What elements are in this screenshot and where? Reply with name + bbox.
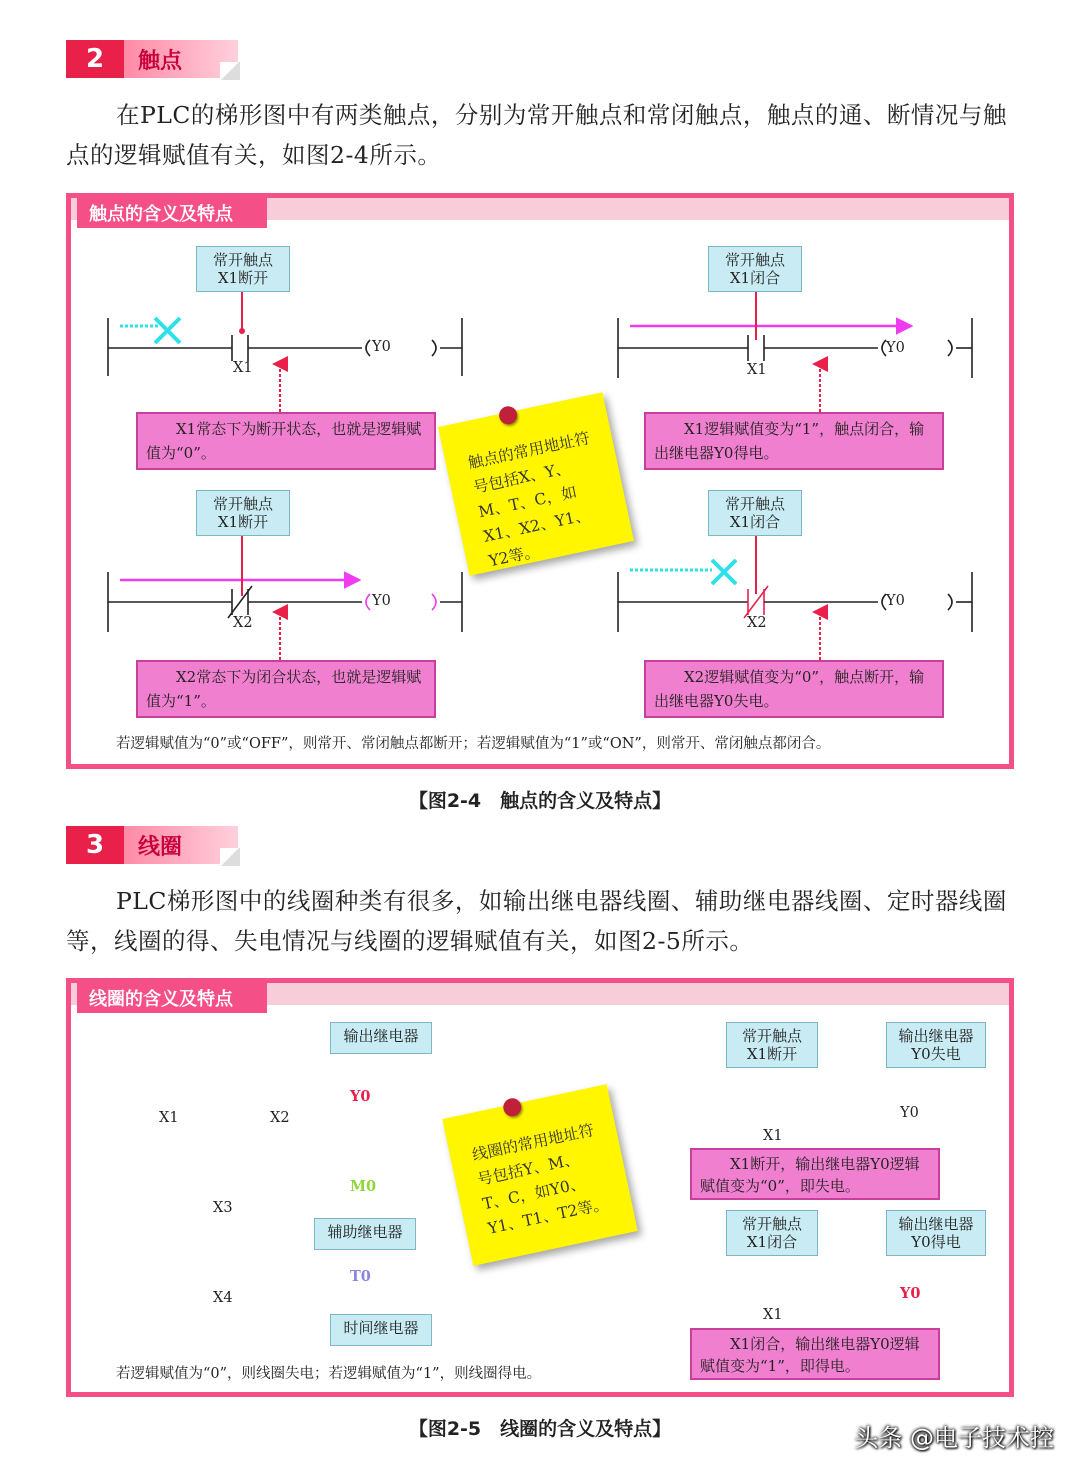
section-number: 3: [66, 826, 124, 864]
rt-contact-label: X1: [763, 1128, 783, 1144]
section-title: 线圈: [124, 826, 238, 864]
section-title: 触点: [124, 40, 238, 78]
rt-info-box-1: [726, 1022, 818, 1068]
coil-m0-label: M0: [350, 1178, 377, 1195]
rung-br: [618, 572, 972, 632]
tl-box-line2: X1断开: [217, 269, 269, 287]
rt-coil-label: Y0: [900, 1105, 919, 1121]
contact-x4-label: X4: [213, 1290, 233, 1306]
br-box-line1: 常开触点: [724, 495, 785, 513]
br-contact-label: X2: [747, 615, 767, 631]
figure-tab: 线圈的含义及特点: [77, 983, 267, 1013]
aux-relay-box: 辅助继电器: [314, 1218, 416, 1250]
rt-box2-line1: 输出继电器: [898, 1027, 974, 1045]
rt-description: X1断开，输出继电器Y0逻辑赋值变为“0”，即失电。: [690, 1148, 940, 1200]
note-2-text: 线圈的常用地址符号包括Y、M、T、C，如Y0、Y1、T1、T2等。: [470, 1121, 610, 1238]
coil-t0-label: T0: [350, 1268, 371, 1285]
bl-contact-label: X2: [233, 615, 253, 631]
bl-box-line1: 常开触点: [212, 495, 273, 513]
figure-tab: 触点的含义及特点: [77, 198, 267, 228]
tr-info-box: [708, 246, 802, 292]
coil-y0-label: Y0: [350, 1088, 371, 1105]
contact-x2-label: X2: [270, 1110, 290, 1126]
rb-contact-label: X1: [763, 1307, 783, 1323]
tl-description: X1常态下为断开状态，也就是逻辑赋值为“0”。: [136, 412, 436, 470]
figure-2-4-caption: 【图2-4 触点的含义及特点】: [408, 790, 672, 812]
tr-description: X1逻辑赋值变为“1”，触点闭合，输出继电器Y0得电。: [644, 412, 944, 470]
br-box-line2: X1闭合: [729, 513, 781, 531]
rb-description: X1闭合，输出继电器Y0逻辑赋值变为“1”，即得电。: [690, 1328, 940, 1380]
rb-box1-line2: X1闭合: [746, 1233, 798, 1251]
br-info-box: [708, 490, 802, 536]
rt-box1-line2: X1断开: [746, 1045, 798, 1063]
rt-info-box-2: [886, 1022, 986, 1068]
section-2-paragraph: 在PLC的梯形图中有两类触点，分别为常开触点和常闭触点，触点的通、断情况与触点的逻辑赋值有关，如图2-4所示。: [66, 101, 1007, 169]
figure-2-5-caption: 【图2-5 线圈的含义及特点】: [408, 1418, 672, 1440]
timer-relay-box: 时间继电器: [330, 1314, 432, 1346]
fig1-footer-note: 若逻辑赋值为“0”或“OFF”，则常开、常闭触点都断开；若逻辑赋值为“1”或“ON”，则常开、常闭触点都闭合。: [116, 736, 831, 752]
tl-contact-label: X1: [233, 360, 253, 376]
output-relay-box: 输出继电器: [330, 1022, 432, 1054]
page-curl-decoration: [220, 848, 240, 866]
rb-info-box-2: [886, 1210, 986, 1256]
note-1-text: 触点的常用地址符号包括X、Y、M、T、C，如X1、X2、Y1、Y2等。: [466, 429, 592, 571]
bl-coil-label: Y0: [372, 593, 391, 609]
br-description: X2逻辑赋值变为“0”，触点断开，输出继电器Y0失电。: [644, 660, 944, 718]
bl-description: X2常态下为闭合状态，也就是逻辑赋值为“1”。: [136, 660, 436, 718]
rt-box2-line2: Y0失电: [911, 1045, 961, 1063]
tl-info-box: [196, 246, 290, 292]
rb-box2-line2: Y0得电: [911, 1233, 961, 1251]
tr-box-line2: X1闭合: [729, 269, 781, 287]
fig2-footer-note: 若逻辑赋值为“0”，则线圈失电；若逻辑赋值为“1”，则线圈得电。: [116, 1366, 542, 1382]
tr-coil-label: Y0: [886, 340, 905, 356]
tr-box-line1: 常开触点: [724, 251, 785, 269]
tr-contact-label: X1: [747, 362, 767, 378]
section-number: 2: [66, 40, 124, 78]
rb-info-box-1: [726, 1210, 818, 1256]
rb-box2-line1: 输出继电器: [898, 1215, 974, 1233]
bl-box-line2: X1断开: [217, 513, 269, 531]
watermark: 头条 @电子技术控: [854, 1424, 1054, 1452]
tl-coil-label: Y0: [372, 339, 391, 355]
rt-box1-line1: 常开触点: [741, 1027, 802, 1045]
section-3-paragraph: PLC梯形图中的线圈种类有很多，如输出继电器线圈、辅助继电器线圈、定时器线圈等，线圈的得、失电情况与线圈的逻辑赋值有关，如图2-5所示。: [66, 887, 1007, 955]
rb-coil-label: Y0: [900, 1285, 921, 1302]
bl-info-box: [196, 490, 290, 536]
contact-x1-label: X1: [159, 1110, 179, 1126]
br-coil-label: Y0: [886, 593, 905, 609]
tl-box-line1: 常开触点: [212, 251, 273, 269]
contact-x3-label: X3: [213, 1200, 233, 1216]
section-3-header: [66, 826, 238, 864]
rb-box1-line1: 常开触点: [741, 1215, 802, 1233]
